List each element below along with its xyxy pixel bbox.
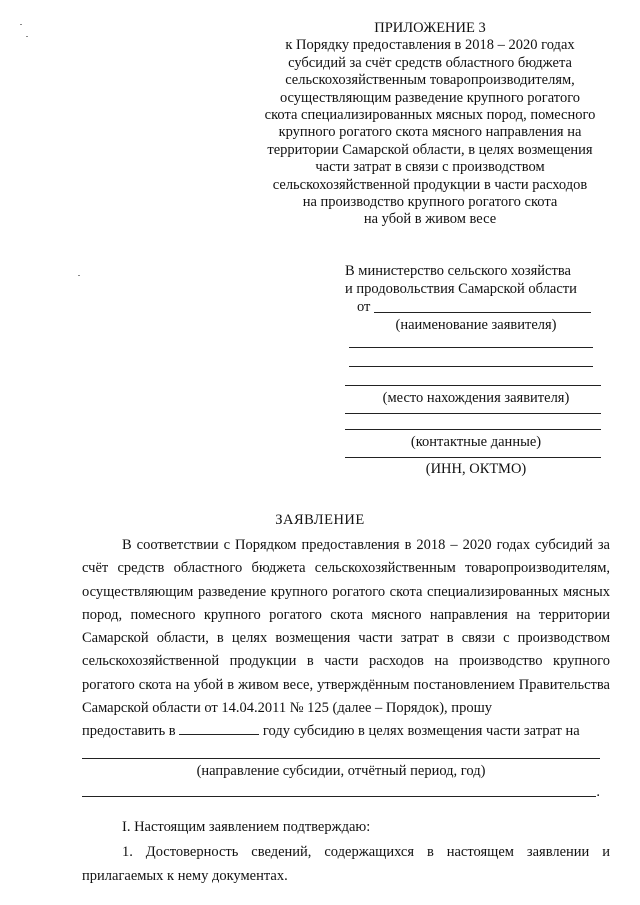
applicant-name-field[interactable] <box>374 312 591 313</box>
caption-applicant-name: (наименование заявителя) <box>395 317 557 333</box>
applicant-inn-field[interactable] <box>345 457 601 458</box>
caption-contacts: (контактные данные) <box>410 434 542 450</box>
caption-inn-oktmo: (ИНН, ОКТМО) <box>425 461 527 477</box>
statement-title: ЗАЯВЛЕНИЕ <box>275 512 365 528</box>
applicant-location-field[interactable] <box>349 366 593 367</box>
annex-line: скота специализированных мясных пород, помесного <box>264 107 596 124</box>
caption-subsidy-purpose: (направление субсидии, отчётный период, год) <box>196 763 486 779</box>
annex-line: сельскохозяйственной продукции в части расходов <box>272 176 588 193</box>
applicant-location-field[interactable] <box>345 385 601 386</box>
statement-paragraph: В соответствии с Порядком предоставления в 2018 – 2020 годах субсидий за счёт средств областного бюджета сельскохозяйственным товаропроизводителям, осуществляющим разведение крупного рогатого скота специализированных мясных пород, помесного крупного рогатого скота мясного направления на территории Самарской области, в целях возмещения части затрат в связи с производством сельскохозяйственной продукции в части расходов на производство крупного рогатого скота на убой в живом весе, утверждённым постановлением Правительства Самарской области от 14.04.2011 № 125 (далее – Порядок), прошу <box>82 537 610 717</box>
annex-line: субсидий за счёт средств областного бюджета <box>288 54 572 71</box>
statement-body <box>82 534 610 744</box>
confirmations-heading: I. Настоящим заявлением подтверждаю: <box>122 819 371 835</box>
subsidy-purpose-field[interactable] <box>82 758 600 759</box>
annex-line: территории Самарской области, в целях возмещения <box>267 141 593 158</box>
annex-line: осуществляющим разведение крупного рогатого <box>279 89 581 106</box>
annex-title: ПРИЛОЖЕНИЕ 3 <box>374 20 486 36</box>
annex-line: на производство крупного рогатого скота <box>302 194 558 211</box>
applicant-contacts-field[interactable] <box>345 413 601 414</box>
annex-line: к Порядку предоставления в 2018 – 2020 годах <box>285 37 575 54</box>
addressee-block <box>345 262 607 478</box>
from-label: от <box>357 299 371 315</box>
subsidy-purpose-row <box>82 784 600 801</box>
annex-line: на убой в живом весе <box>363 211 497 228</box>
request-before-text: предоставить в <box>82 723 176 740</box>
request-line <box>82 720 610 743</box>
scan-speck <box>26 36 28 37</box>
from-row <box>345 298 607 316</box>
annex-header <box>250 20 610 229</box>
annex-line: части затрат в связи с производством <box>315 159 545 176</box>
confirmations-block <box>82 816 610 888</box>
addressee-to-line: В министерство сельского хозяйства <box>345 263 571 279</box>
caption-applicant-location: (место нахождения заявителя) <box>382 390 570 406</box>
addressee-to-line: и продовольствия Самарской области <box>345 281 577 297</box>
annex-line: сельскохозяйственным товаропроизводителям, <box>285 72 575 89</box>
scan-speck <box>78 275 80 276</box>
scan-speck <box>20 24 22 25</box>
purpose-end-period: . <box>596 784 600 800</box>
annex-line: крупного рогатого скота мясного направления на <box>278 124 582 141</box>
request-after-text: году субсидию в целях возмещения части затрат на <box>262 723 580 740</box>
subsidy-purpose-field[interactable] <box>82 796 596 797</box>
year-field[interactable] <box>179 722 259 735</box>
applicant-contacts-field[interactable] <box>345 429 601 430</box>
applicant-name-field[interactable] <box>349 347 593 348</box>
subsidy-purpose-block <box>82 758 600 801</box>
confirmation-item: 1. Достоверность сведений, содержащихся в настоящем заявлении и прилагаемых к нему документах. <box>82 844 610 884</box>
